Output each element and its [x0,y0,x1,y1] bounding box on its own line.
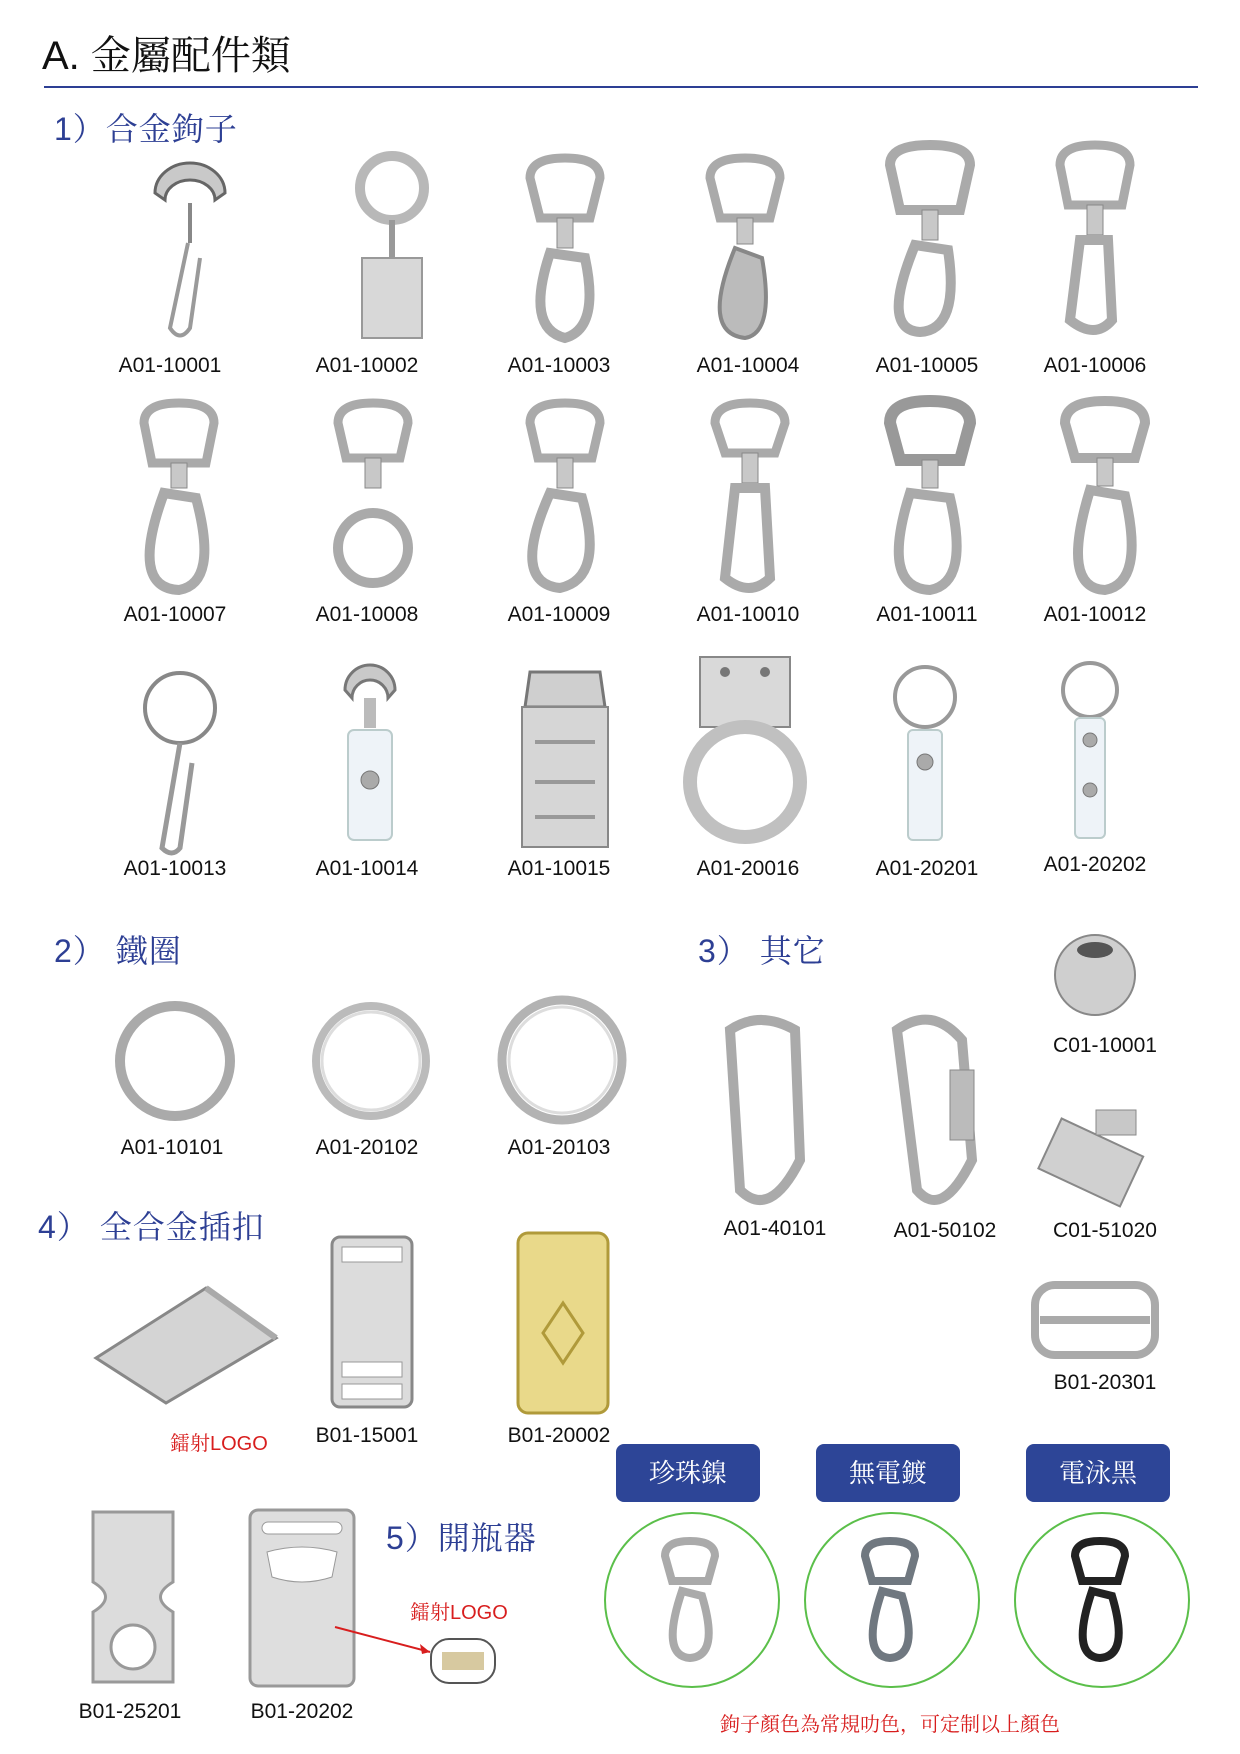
buckle-laser-logo-image [86,1268,286,1408]
hook-a01-10007-image [124,398,234,598]
section-hooks-title: 1）合金鉤子 [54,111,238,147]
hook-a01-10009-image [510,398,620,598]
code-a01-20102: A01-20102 [315,1136,419,1159]
hook-a01-20202-image [1050,660,1130,850]
hook-a01-10014-image [330,660,410,850]
ring-a01-10101-image [110,996,240,1126]
code-b01-25201: B01-25201 [78,1700,182,1723]
ring-a01-20103-image [492,990,632,1130]
opener-b01-25201-image [78,1502,188,1692]
code-a01-10006: A01-10006 [1043,354,1147,377]
code-a01-10012: A01-10012 [1043,603,1147,626]
code-a01-10007: A01-10007 [123,603,227,626]
page-title: A. 金屬配件類 [42,34,291,78]
slider-b01-20301-image [1030,1280,1160,1360]
section-openers-title: 5）開瓶器 [386,1520,537,1556]
hook-a01-10004-image [690,148,800,348]
code-c01-51020: C01-51020 [1053,1219,1157,1242]
buckle-laser-logo-label: 鐳射LOGO [170,1433,268,1455]
code-a01-10010: A01-10010 [696,603,800,626]
hook-a01-10005-image [870,140,990,340]
code-a01-10001: A01-10001 [118,354,222,377]
code-a01-10003: A01-10003 [507,354,611,377]
code-b01-20002: B01-20002 [507,1424,611,1447]
code-a01-10011: A01-10011 [876,603,978,626]
code-b01-15001: B01-15001 [315,1424,419,1447]
bead-c01-10001-image [1050,930,1140,1020]
hook-a01-10013-image [130,668,230,858]
code-b01-20301: B01-20301 [1053,1371,1157,1394]
code-a01-20202: A01-20202 [1043,853,1147,876]
code-a01-20201: A01-20201 [875,857,979,880]
finish-e-coat-black-hook-image [1050,1536,1150,1666]
code-a01-10015: A01-10015 [507,857,611,880]
code-a01-20016: A01-20016 [696,857,800,880]
hook-a01-10011-image [870,398,990,598]
carabiner-a01-40101-image [700,1010,820,1210]
code-a01-10005: A01-10005 [875,354,979,377]
hook-a01-10002-image [342,148,442,348]
code-a01-10009: A01-10009 [507,603,611,626]
finish-note: 鉤子顏色為常規叻色，可定制以上顏色 [720,1714,1060,1736]
buckle-b01-15001-image [322,1232,422,1412]
hook-a01-20201-image [880,662,970,852]
buckle-b01-20002-image [508,1228,618,1418]
finish-pearl-nickel-button[interactable]: 珍珠鎳 [616,1444,760,1502]
hook-a01-10006-image [1040,140,1150,340]
finish-no-plating-button[interactable]: 無電鍍 [816,1444,960,1502]
finish-no-plating-hook-image [840,1536,940,1666]
title-rule [44,86,1198,88]
code-a01-50102: A01-50102 [893,1219,997,1242]
section-buckles-title: 4） 全合金插扣 [38,1209,265,1245]
end-clip-c01-51020-image [1036,1100,1146,1210]
code-a01-20103: A01-20103 [507,1136,611,1159]
code-a01-10014: A01-10014 [315,857,419,880]
hook-a01-10008-image [318,398,428,598]
finish-pearl-nickel-hook-image [640,1536,740,1666]
opener-laser-logo-label: 鐳射LOGO [410,1602,508,1624]
ring-a01-20102-image [306,996,436,1126]
hook-a01-20016-image [680,652,810,852]
section-others-title: 3） 其它 [698,933,826,969]
hook-a01-10010-image [700,398,800,598]
code-a01-10002: A01-10002 [315,354,419,377]
code-a01-10004: A01-10004 [696,354,800,377]
code-a01-40101: A01-40101 [723,1217,827,1240]
carabiner-a01-50102-image [872,1010,992,1210]
finish-e-coat-black-button[interactable]: 電泳黑 [1026,1444,1170,1502]
opener-b01-20202-image [242,1502,362,1692]
hook-a01-10015-image [510,652,620,852]
opener-logo-detail-image [428,1636,498,1686]
section-rings-title: 2） 鐵圈 [54,933,182,969]
code-a01-10013: A01-10013 [123,857,227,880]
code-c01-10001: C01-10001 [1053,1034,1157,1057]
hook-a01-10012-image [1050,398,1160,598]
code-a01-10101: A01-10101 [120,1136,224,1159]
hook-a01-10003-image [510,148,620,348]
hook-a01-10001-image [140,148,240,348]
code-a01-10008: A01-10008 [315,603,419,626]
code-b01-20202: B01-20202 [250,1700,354,1723]
